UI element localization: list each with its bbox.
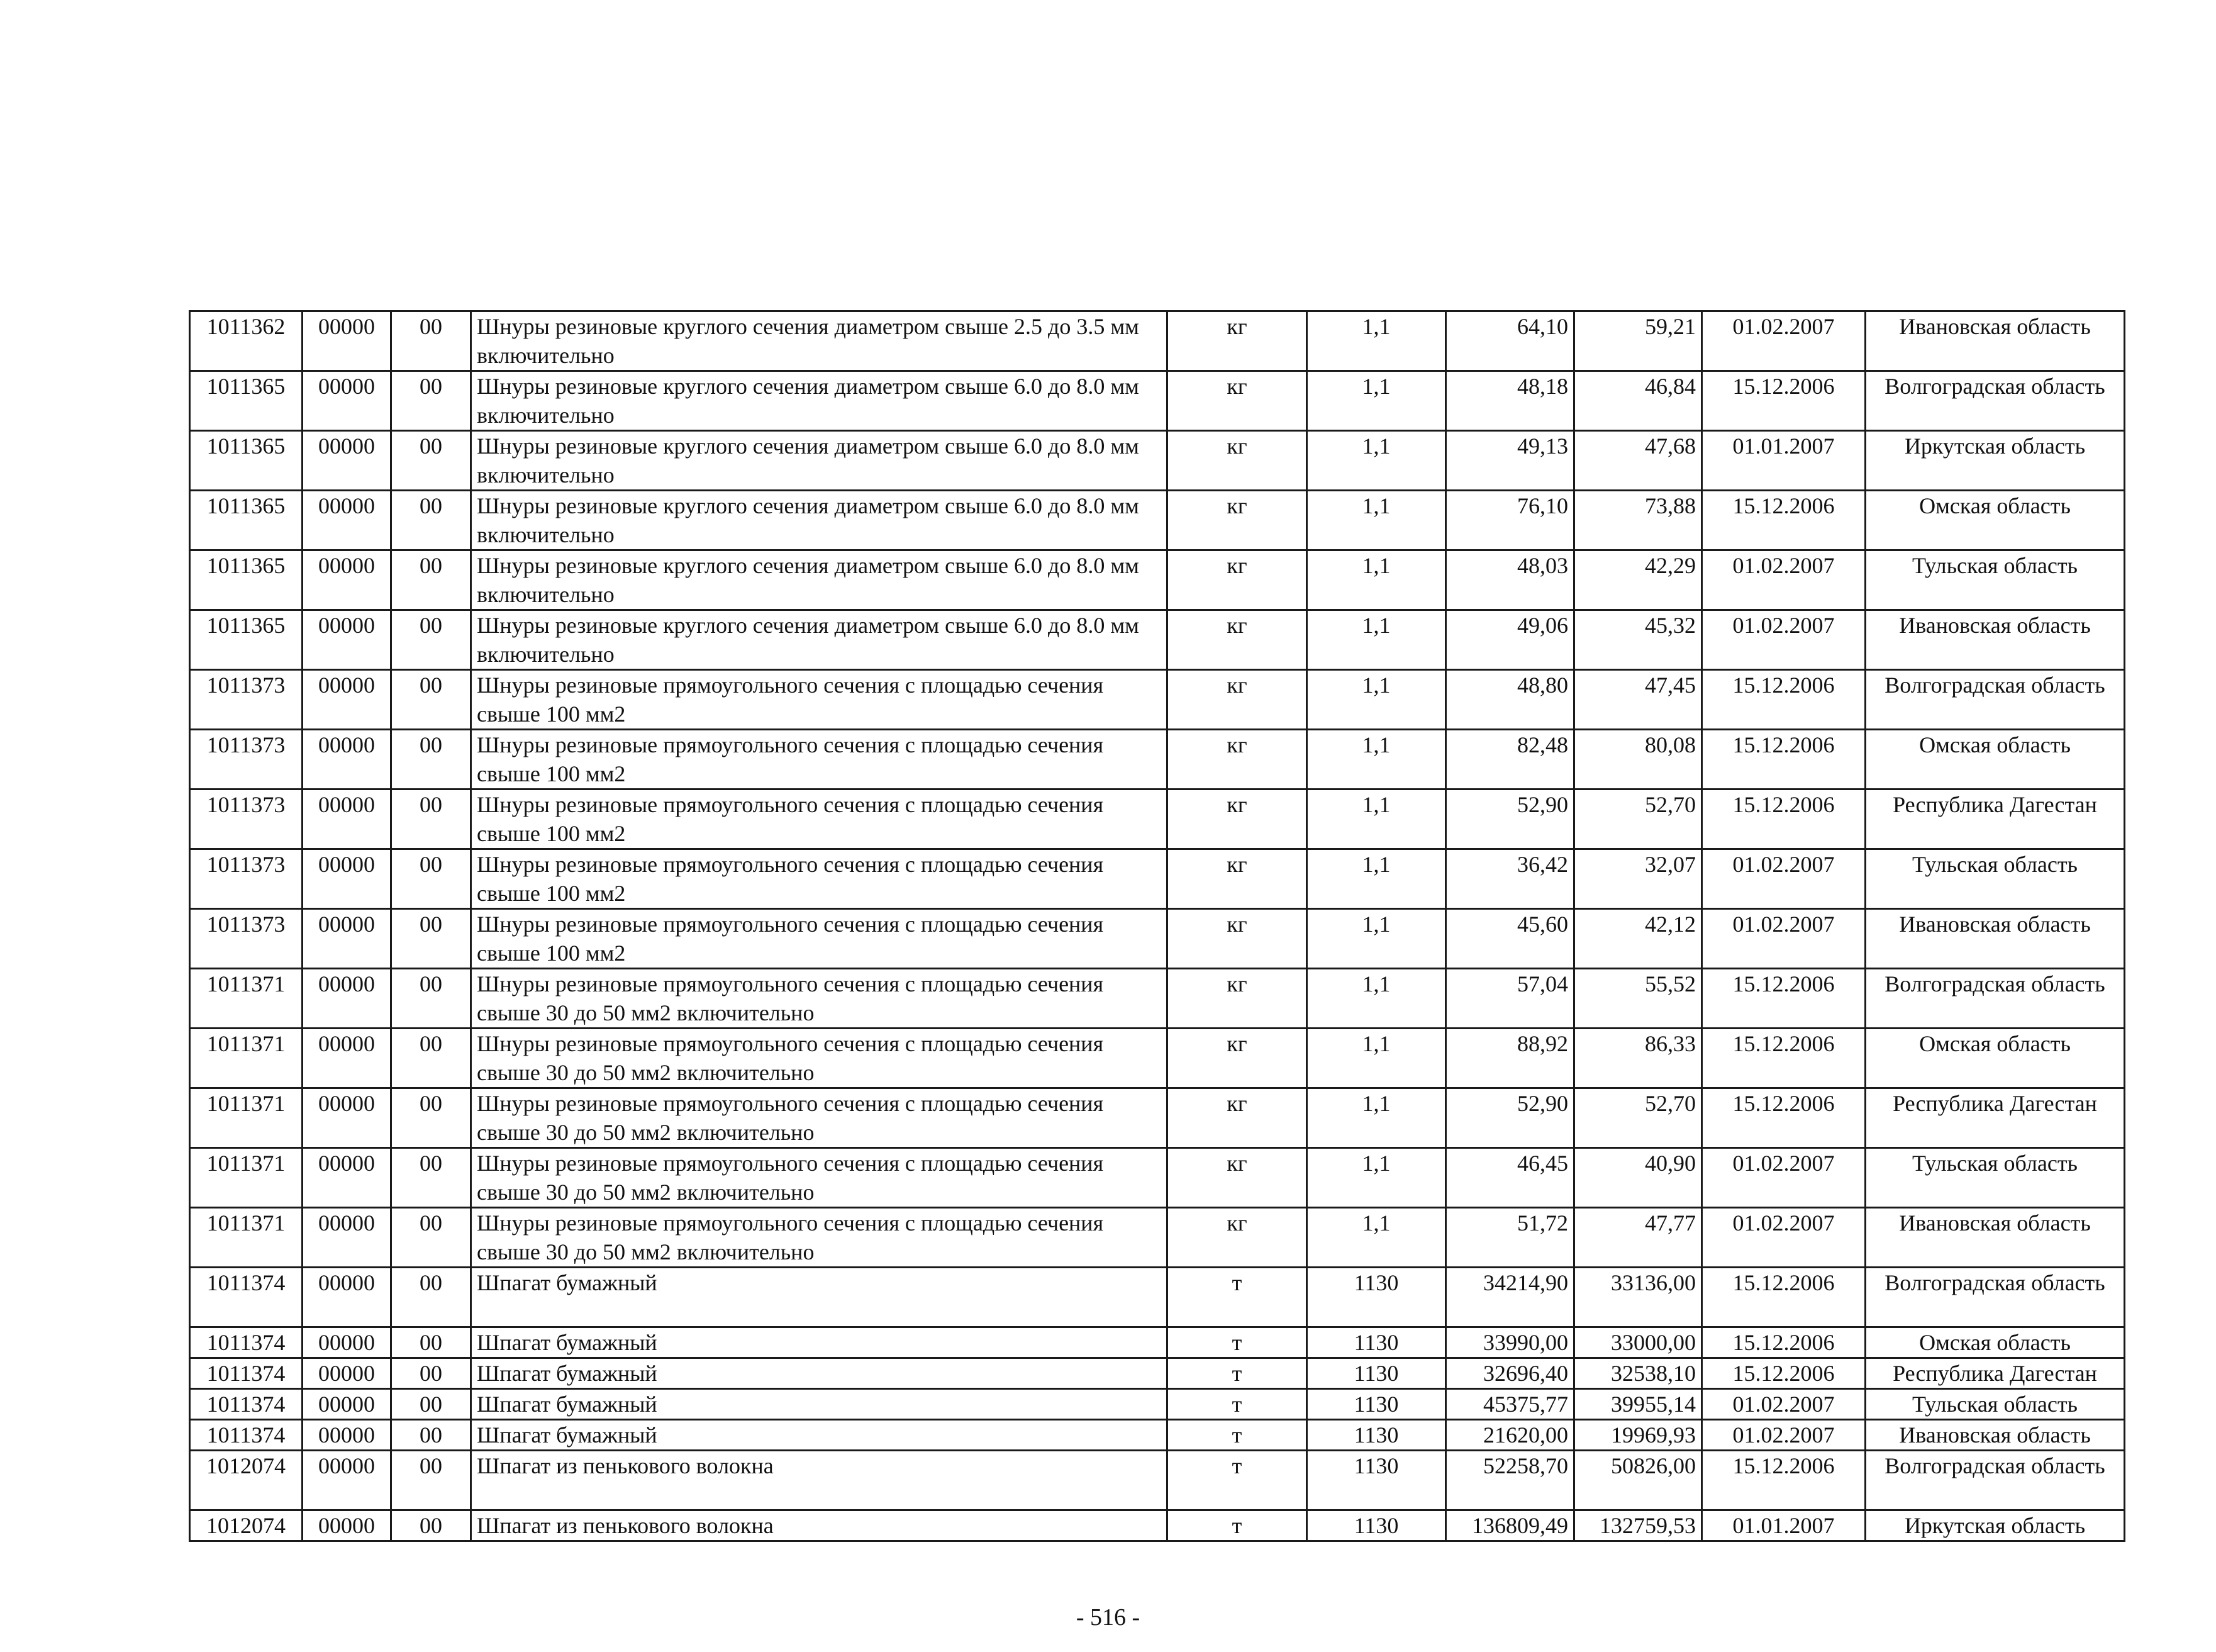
unit-cell: кг bbox=[1167, 730, 1307, 790]
table-row bbox=[190, 969, 2125, 1029]
price-cell: 48,03 bbox=[1446, 550, 1574, 610]
date-cell: 01.01.2007 bbox=[1702, 1510, 1866, 1541]
price-excl-cell: 19969,93 bbox=[1574, 1420, 1702, 1451]
region-cell: Республика Дагестан bbox=[1866, 1088, 2125, 1148]
coefficient-cell: 1,1 bbox=[1307, 1088, 1446, 1148]
price-cell: 136809,49 bbox=[1446, 1510, 1574, 1541]
price-excl-cell: 73,88 bbox=[1574, 491, 1702, 550]
unit-cell: кг bbox=[1167, 1148, 1307, 1208]
price-excl-cell: 33000,00 bbox=[1574, 1327, 1702, 1358]
price-excl-cell: 86,33 bbox=[1574, 1029, 1702, 1088]
name-cell: Шпагат бумажный bbox=[471, 1327, 1167, 1358]
unit-cell: т bbox=[1167, 1358, 1307, 1389]
region-cell: Республика Дагестан bbox=[1866, 1358, 2125, 1389]
price-excl-cell: 47,68 bbox=[1574, 431, 1702, 491]
date-cell: 15.12.2006 bbox=[1702, 670, 1866, 730]
index-cell: 00 bbox=[391, 790, 471, 849]
table-row bbox=[190, 1088, 2125, 1148]
table-row bbox=[190, 550, 2125, 610]
unit-cell: т bbox=[1167, 1327, 1307, 1358]
index-cell: 00 bbox=[391, 1510, 471, 1541]
price-cell: 48,80 bbox=[1446, 670, 1574, 730]
date-cell: 15.12.2006 bbox=[1702, 790, 1866, 849]
table-body bbox=[190, 311, 2125, 1541]
code-cell: 1011371 bbox=[190, 969, 303, 1029]
table-row bbox=[190, 730, 2125, 790]
code-cell: 1011371 bbox=[190, 1208, 303, 1268]
subcode-cell: 00000 bbox=[303, 610, 391, 670]
code-cell: 1011373 bbox=[190, 730, 303, 790]
unit-cell: т bbox=[1167, 1451, 1307, 1510]
coefficient-cell: 1,1 bbox=[1307, 1029, 1446, 1088]
price-excl-cell: 32538,10 bbox=[1574, 1358, 1702, 1389]
date-cell: 15.12.2006 bbox=[1702, 491, 1866, 550]
coefficient-cell: 1130 bbox=[1307, 1510, 1446, 1541]
subcode-cell: 00000 bbox=[303, 550, 391, 610]
price-excl-cell: 52,70 bbox=[1574, 790, 1702, 849]
unit-cell: кг bbox=[1167, 311, 1307, 371]
date-cell: 15.12.2006 bbox=[1702, 371, 1866, 431]
unit-cell: т bbox=[1167, 1510, 1307, 1541]
code-cell: 1011365 bbox=[190, 550, 303, 610]
unit-cell: т bbox=[1167, 1268, 1307, 1327]
name-cell: Шпагат из пенькового волокна bbox=[471, 1451, 1167, 1510]
table-row bbox=[190, 1451, 2125, 1510]
price-cell: 36,42 bbox=[1446, 849, 1574, 909]
subcode-cell: 00000 bbox=[303, 1268, 391, 1327]
name-cell: Шнуры резиновые прямоугольного сечения с площадью сечения свыше 30 до 50 мм2 включительно bbox=[471, 1088, 1167, 1148]
unit-cell: кг bbox=[1167, 491, 1307, 550]
price-excl-cell: 52,70 bbox=[1574, 1088, 1702, 1148]
price-cell: 52258,70 bbox=[1446, 1451, 1574, 1510]
code-cell: 1011374 bbox=[190, 1268, 303, 1327]
name-cell: Шнуры резиновые прямоугольного сечения с площадью сечения свыше 100 мм2 bbox=[471, 790, 1167, 849]
index-cell: 00 bbox=[391, 969, 471, 1029]
code-cell: 1011365 bbox=[190, 491, 303, 550]
index-cell: 00 bbox=[391, 1268, 471, 1327]
table-row bbox=[190, 311, 2125, 371]
price-excl-cell: 42,29 bbox=[1574, 550, 1702, 610]
subcode-cell: 00000 bbox=[303, 491, 391, 550]
name-cell: Шнуры резиновые круглого сечения диаметром свыше 6.0 до 8.0 мм включительно bbox=[471, 431, 1167, 491]
name-cell: Шнуры резиновые прямоугольного сечения с площадью сечения свыше 30 до 50 мм2 включительно bbox=[471, 1148, 1167, 1208]
index-cell: 00 bbox=[391, 491, 471, 550]
table-row bbox=[190, 1389, 2125, 1420]
unit-cell: кг bbox=[1167, 1029, 1307, 1088]
subcode-cell: 00000 bbox=[303, 311, 391, 371]
table-row bbox=[190, 790, 2125, 849]
date-cell: 01.02.2007 bbox=[1702, 610, 1866, 670]
subcode-cell: 00000 bbox=[303, 1358, 391, 1389]
region-cell: Иркутская область bbox=[1866, 431, 2125, 491]
page-number: - 516 - bbox=[1076, 1604, 1140, 1631]
index-cell: 00 bbox=[391, 1420, 471, 1451]
unit-cell: т bbox=[1167, 1389, 1307, 1420]
unit-cell: кг bbox=[1167, 969, 1307, 1029]
coefficient-cell: 1,1 bbox=[1307, 909, 1446, 969]
coefficient-cell: 1,1 bbox=[1307, 610, 1446, 670]
index-cell: 00 bbox=[391, 610, 471, 670]
subcode-cell: 00000 bbox=[303, 1327, 391, 1358]
code-cell: 1011373 bbox=[190, 849, 303, 909]
price-cell: 52,90 bbox=[1446, 1088, 1574, 1148]
name-cell: Шнуры резиновые прямоугольного сечения с площадью сечения свыше 30 до 50 мм2 включительно bbox=[471, 1029, 1167, 1088]
price-cell: 57,04 bbox=[1446, 969, 1574, 1029]
index-cell: 00 bbox=[391, 311, 471, 371]
index-cell: 00 bbox=[391, 431, 471, 491]
subcode-cell: 00000 bbox=[303, 371, 391, 431]
index-cell: 00 bbox=[391, 1389, 471, 1420]
table-row bbox=[190, 1208, 2125, 1268]
region-cell: Омская область bbox=[1866, 491, 2125, 550]
price-cell: 45,60 bbox=[1446, 909, 1574, 969]
subcode-cell: 00000 bbox=[303, 1510, 391, 1541]
region-cell: Тульская область bbox=[1866, 1148, 2125, 1208]
price-cell: 32696,40 bbox=[1446, 1358, 1574, 1389]
price-excl-cell: 50826,00 bbox=[1574, 1451, 1702, 1510]
index-cell: 00 bbox=[391, 550, 471, 610]
date-cell: 15.12.2006 bbox=[1702, 730, 1866, 790]
price-excl-cell: 45,32 bbox=[1574, 610, 1702, 670]
date-cell: 01.02.2007 bbox=[1702, 849, 1866, 909]
region-cell: Ивановская область bbox=[1866, 1420, 2125, 1451]
date-cell: 15.12.2006 bbox=[1702, 1268, 1866, 1327]
code-cell: 1011373 bbox=[190, 909, 303, 969]
subcode-cell: 00000 bbox=[303, 1389, 391, 1420]
region-cell: Ивановская область bbox=[1866, 311, 2125, 371]
price-cell: 33990,00 bbox=[1446, 1327, 1574, 1358]
code-cell: 1012074 bbox=[190, 1451, 303, 1510]
region-cell: Омская область bbox=[1866, 730, 2125, 790]
code-cell: 1011373 bbox=[190, 670, 303, 730]
date-cell: 01.02.2007 bbox=[1702, 550, 1866, 610]
price-excl-cell: 39955,14 bbox=[1574, 1389, 1702, 1420]
unit-cell: кг bbox=[1167, 550, 1307, 610]
coefficient-cell: 1,1 bbox=[1307, 1148, 1446, 1208]
unit-cell: кг bbox=[1167, 1208, 1307, 1268]
code-cell: 1011365 bbox=[190, 371, 303, 431]
table-row bbox=[190, 491, 2125, 550]
price-cell: 49,06 bbox=[1446, 610, 1574, 670]
coefficient-cell: 1,1 bbox=[1307, 371, 1446, 431]
name-cell: Шпагат бумажный bbox=[471, 1358, 1167, 1389]
price-excl-cell: 55,52 bbox=[1574, 969, 1702, 1029]
price-cell: 48,18 bbox=[1446, 371, 1574, 431]
code-cell: 1011365 bbox=[190, 610, 303, 670]
price-cell: 88,92 bbox=[1446, 1029, 1574, 1088]
table-row bbox=[190, 431, 2125, 491]
price-table bbox=[189, 310, 2125, 1542]
table-row bbox=[190, 1358, 2125, 1389]
code-cell: 1011374 bbox=[190, 1358, 303, 1389]
name-cell: Шнуры резиновые прямоугольного сечения с площадью сечения свыше 100 мм2 bbox=[471, 730, 1167, 790]
price-excl-cell: 59,21 bbox=[1574, 311, 1702, 371]
name-cell: Шпагат из пенькового волокна bbox=[471, 1510, 1167, 1541]
name-cell: Шнуры резиновые прямоугольного сечения с площадью сечения свыше 100 мм2 bbox=[471, 849, 1167, 909]
coefficient-cell: 1,1 bbox=[1307, 431, 1446, 491]
unit-cell: кг bbox=[1167, 431, 1307, 491]
region-cell: Волгоградская область bbox=[1866, 1268, 2125, 1327]
price-excl-cell: 47,77 bbox=[1574, 1208, 1702, 1268]
table-row bbox=[190, 1420, 2125, 1451]
table-row bbox=[190, 610, 2125, 670]
price-cell: 34214,90 bbox=[1446, 1268, 1574, 1327]
code-cell: 1011374 bbox=[190, 1420, 303, 1451]
region-cell: Республика Дагестан bbox=[1866, 790, 2125, 849]
price-cell: 76,10 bbox=[1446, 491, 1574, 550]
code-cell: 1011371 bbox=[190, 1029, 303, 1088]
date-cell: 01.01.2007 bbox=[1702, 431, 1866, 491]
subcode-cell: 00000 bbox=[303, 909, 391, 969]
price-excl-cell: 132759,53 bbox=[1574, 1510, 1702, 1541]
region-cell: Волгоградская область bbox=[1866, 371, 2125, 431]
name-cell: Шнуры резиновые круглого сечения диаметром свыше 6.0 до 8.0 мм включительно bbox=[471, 550, 1167, 610]
coefficient-cell: 1,1 bbox=[1307, 491, 1446, 550]
date-cell: 15.12.2006 bbox=[1702, 1358, 1866, 1389]
price-excl-cell: 46,84 bbox=[1574, 371, 1702, 431]
date-cell: 01.02.2007 bbox=[1702, 1208, 1866, 1268]
region-cell: Ивановская область bbox=[1866, 610, 2125, 670]
subcode-cell: 00000 bbox=[303, 969, 391, 1029]
code-cell: 1011371 bbox=[190, 1088, 303, 1148]
name-cell: Шнуры резиновые прямоугольного сечения с площадью сечения свыше 100 мм2 bbox=[471, 670, 1167, 730]
subcode-cell: 00000 bbox=[303, 670, 391, 730]
date-cell: 01.02.2007 bbox=[1702, 1389, 1866, 1420]
code-cell: 1011374 bbox=[190, 1389, 303, 1420]
coefficient-cell: 1,1 bbox=[1307, 1208, 1446, 1268]
date-cell: 01.02.2007 bbox=[1702, 909, 1866, 969]
date-cell: 01.02.2007 bbox=[1702, 311, 1866, 371]
unit-cell: кг bbox=[1167, 670, 1307, 730]
subcode-cell: 00000 bbox=[303, 790, 391, 849]
table-row bbox=[190, 371, 2125, 431]
region-cell: Волгоградская область bbox=[1866, 1451, 2125, 1510]
price-excl-cell: 42,12 bbox=[1574, 909, 1702, 969]
price-excl-cell: 32,07 bbox=[1574, 849, 1702, 909]
coefficient-cell: 1,1 bbox=[1307, 311, 1446, 371]
unit-cell: кг bbox=[1167, 371, 1307, 431]
subcode-cell: 00000 bbox=[303, 730, 391, 790]
price-cell: 21620,00 bbox=[1446, 1420, 1574, 1451]
table-row bbox=[190, 849, 2125, 909]
coefficient-cell: 1,1 bbox=[1307, 730, 1446, 790]
name-cell: Шнуры резиновые прямоугольного сечения с площадью сечения свыше 30 до 50 мм2 включительно bbox=[471, 1208, 1167, 1268]
region-cell: Омская область bbox=[1866, 1029, 2125, 1088]
coefficient-cell: 1130 bbox=[1307, 1420, 1446, 1451]
index-cell: 00 bbox=[391, 1208, 471, 1268]
index-cell: 00 bbox=[391, 1451, 471, 1510]
coefficient-cell: 1,1 bbox=[1307, 849, 1446, 909]
price-cell: 52,90 bbox=[1446, 790, 1574, 849]
unit-cell: кг bbox=[1167, 790, 1307, 849]
price-cell: 49,13 bbox=[1446, 431, 1574, 491]
date-cell: 15.12.2006 bbox=[1702, 1327, 1866, 1358]
table-row bbox=[190, 1268, 2125, 1327]
region-cell: Тульская область bbox=[1866, 550, 2125, 610]
price-cell: 45375,77 bbox=[1446, 1389, 1574, 1420]
name-cell: Шнуры резиновые прямоугольного сечения с площадью сечения свыше 100 мм2 bbox=[471, 909, 1167, 969]
region-cell: Ивановская область bbox=[1866, 1208, 2125, 1268]
region-cell: Тульская область bbox=[1866, 849, 2125, 909]
table-row bbox=[190, 1327, 2125, 1358]
index-cell: 00 bbox=[391, 730, 471, 790]
coefficient-cell: 1130 bbox=[1307, 1358, 1446, 1389]
region-cell: Омская область bbox=[1866, 1327, 2125, 1358]
unit-cell: кг bbox=[1167, 1088, 1307, 1148]
code-cell: 1011362 bbox=[190, 311, 303, 371]
index-cell: 00 bbox=[391, 670, 471, 730]
code-cell: 1012074 bbox=[190, 1510, 303, 1541]
price-excl-cell: 80,08 bbox=[1574, 730, 1702, 790]
price-excl-cell: 47,45 bbox=[1574, 670, 1702, 730]
date-cell: 15.12.2006 bbox=[1702, 969, 1866, 1029]
coefficient-cell: 1,1 bbox=[1307, 969, 1446, 1029]
subcode-cell: 00000 bbox=[303, 1148, 391, 1208]
index-cell: 00 bbox=[391, 1029, 471, 1088]
index-cell: 00 bbox=[391, 909, 471, 969]
unit-cell: кг bbox=[1167, 610, 1307, 670]
coefficient-cell: 1,1 bbox=[1307, 790, 1446, 849]
subcode-cell: 00000 bbox=[303, 1420, 391, 1451]
region-cell: Волгоградская область bbox=[1866, 670, 2125, 730]
name-cell: Шпагат бумажный bbox=[471, 1389, 1167, 1420]
index-cell: 00 bbox=[391, 1327, 471, 1358]
date-cell: 01.02.2007 bbox=[1702, 1420, 1866, 1451]
date-cell: 15.12.2006 bbox=[1702, 1451, 1866, 1510]
price-cell: 46,45 bbox=[1446, 1148, 1574, 1208]
date-cell: 01.02.2007 bbox=[1702, 1148, 1866, 1208]
coefficient-cell: 1130 bbox=[1307, 1451, 1446, 1510]
coefficient-cell: 1130 bbox=[1307, 1389, 1446, 1420]
region-cell: Ивановская область bbox=[1866, 909, 2125, 969]
code-cell: 1011371 bbox=[190, 1148, 303, 1208]
coefficient-cell: 1130 bbox=[1307, 1327, 1446, 1358]
table-row bbox=[190, 1510, 2125, 1541]
name-cell: Шпагат бумажный bbox=[471, 1420, 1167, 1451]
unit-cell: кг bbox=[1167, 849, 1307, 909]
code-cell: 1011374 bbox=[190, 1327, 303, 1358]
table-row bbox=[190, 1148, 2125, 1208]
date-cell: 15.12.2006 bbox=[1702, 1029, 1866, 1088]
unit-cell: кг bbox=[1167, 909, 1307, 969]
date-cell: 15.12.2006 bbox=[1702, 1088, 1866, 1148]
index-cell: 00 bbox=[391, 1148, 471, 1208]
name-cell: Шнуры резиновые прямоугольного сечения с площадью сечения свыше 30 до 50 мм2 включительно bbox=[471, 969, 1167, 1029]
subcode-cell: 00000 bbox=[303, 1029, 391, 1088]
code-cell: 1011365 bbox=[190, 431, 303, 491]
price-cell: 82,48 bbox=[1446, 730, 1574, 790]
code-cell: 1011373 bbox=[190, 790, 303, 849]
region-cell: Тульская область bbox=[1866, 1389, 2125, 1420]
price-excl-cell: 33136,00 bbox=[1574, 1268, 1702, 1327]
index-cell: 00 bbox=[391, 1358, 471, 1389]
name-cell: Шнуры резиновые круглого сечения диаметром свыше 6.0 до 8.0 мм включительно bbox=[471, 371, 1167, 431]
subcode-cell: 00000 bbox=[303, 1208, 391, 1268]
table-row bbox=[190, 909, 2125, 969]
coefficient-cell: 1,1 bbox=[1307, 550, 1446, 610]
subcode-cell: 00000 bbox=[303, 1451, 391, 1510]
subcode-cell: 00000 bbox=[303, 1088, 391, 1148]
index-cell: 00 bbox=[391, 371, 471, 431]
subcode-cell: 00000 bbox=[303, 849, 391, 909]
index-cell: 00 bbox=[391, 849, 471, 909]
region-cell: Волгоградская область bbox=[1866, 969, 2125, 1029]
price-cell: 64,10 bbox=[1446, 311, 1574, 371]
name-cell: Шпагат бумажный bbox=[471, 1268, 1167, 1327]
table-row bbox=[190, 670, 2125, 730]
name-cell: Шнуры резиновые круглого сечения диаметром свыше 6.0 до 8.0 мм включительно bbox=[471, 610, 1167, 670]
price-cell: 51,72 bbox=[1446, 1208, 1574, 1268]
name-cell: Шнуры резиновые круглого сечения диаметром свыше 2.5 до 3.5 мм включительно bbox=[471, 311, 1167, 371]
name-cell: Шнуры резиновые круглого сечения диаметром свыше 6.0 до 8.0 мм включительно bbox=[471, 491, 1167, 550]
unit-cell: т bbox=[1167, 1420, 1307, 1451]
subcode-cell: 00000 bbox=[303, 431, 391, 491]
coefficient-cell: 1130 bbox=[1307, 1268, 1446, 1327]
coefficient-cell: 1,1 bbox=[1307, 670, 1446, 730]
price-excl-cell: 40,90 bbox=[1574, 1148, 1702, 1208]
table-row bbox=[190, 1029, 2125, 1088]
index-cell: 00 bbox=[391, 1088, 471, 1148]
region-cell: Иркутская область bbox=[1866, 1510, 2125, 1541]
